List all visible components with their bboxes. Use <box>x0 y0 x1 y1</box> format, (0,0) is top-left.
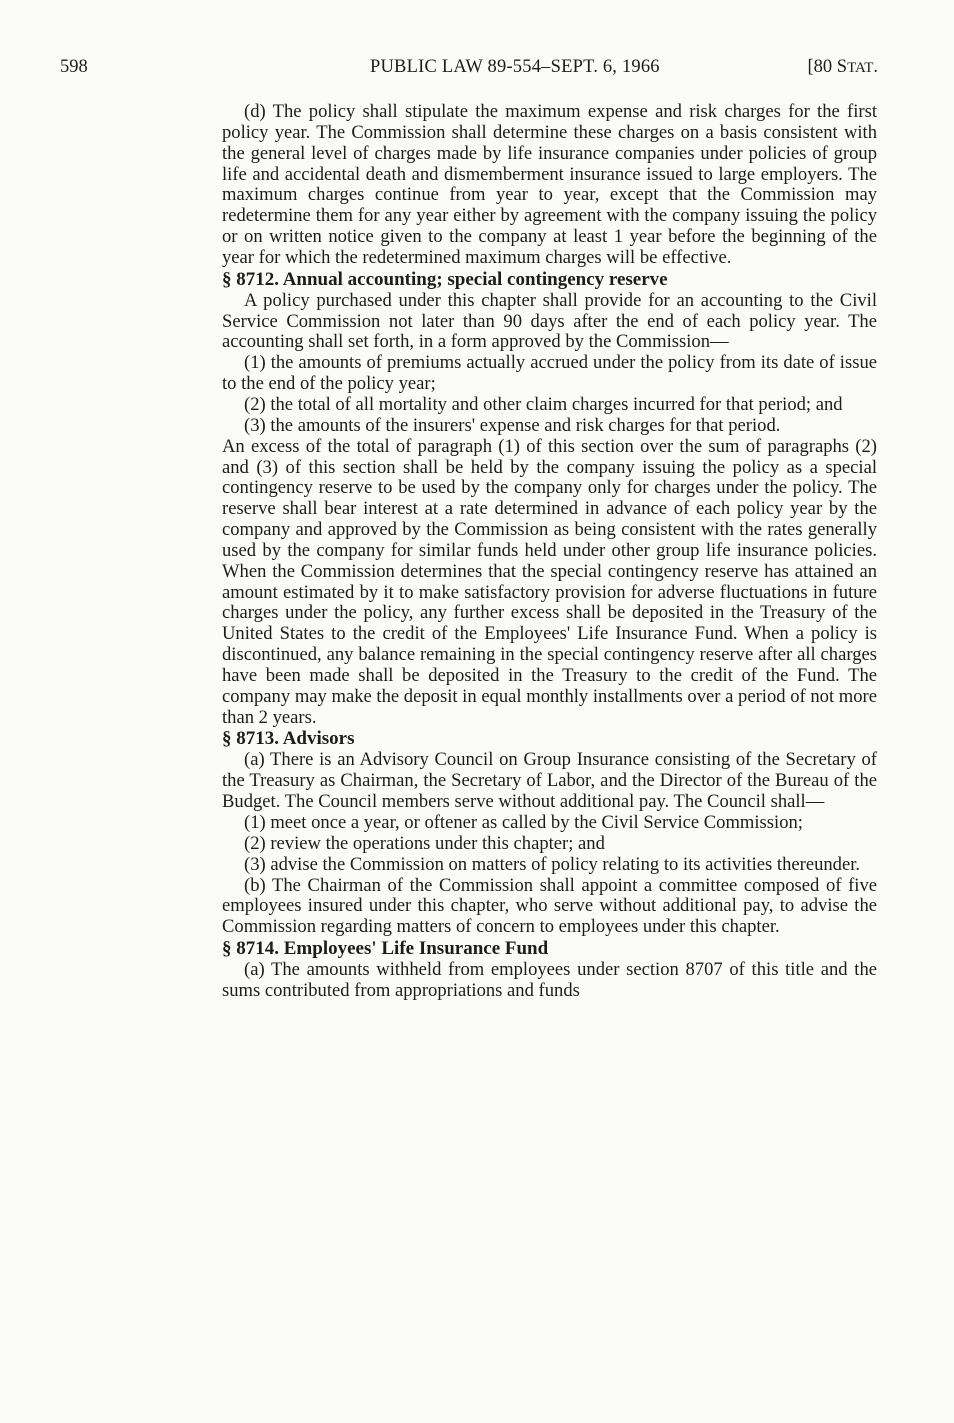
paragraph: (a) The amounts withheld from employees under section 8707 of this title and the sums contributed from appropriations and funds <box>222 959 877 1001</box>
section-heading: § 8712. Annual accounting; special contingency reserve <box>222 268 668 290</box>
paragraph: (a) There is an Advisory Council on Group Insurance consisting of the Secretary of the Treasury as Chairman, the Secretary of Labor, and the Director of the Bureau of the Budget. The Council members serve without additional pay. The Council shall— <box>222 749 877 813</box>
paragraph: (d) The policy shall stipulate the maximum expense and risk charges for the first policy year. The Commission shall determine these charges on a basis consistent with the general level of charges made by life insurance companies under policies of group life and accidental death and dismemberment insurance issued to large employers. The maximum charges continue from year to year, except that the Commission may redetermine them for any year either by agreement with the company issuing the policy or on written notice given to the company at least 1 year before the beginning of the year for which the redetermined maximum charges will be effective. <box>222 101 877 268</box>
list-item: (2) review the operations under this chapter; and <box>244 832 605 854</box>
list-item: (3) advise the Commission on matters of policy relating to its activities thereunder. <box>244 853 861 875</box>
document-body <box>222 102 877 1002</box>
section-heading: § 8713. Advisors <box>222 728 355 750</box>
section-heading: § 8714. Employees' Life Insurance Fund <box>222 938 549 960</box>
list-item: (2) the total of all mortality and other claim charges incurred for that period; and <box>244 393 843 415</box>
paragraph: A policy purchased under this chapter shall provide for an accounting to the Civil Service Commission not later than 90 days after the end of each policy year. The accounting shall set forth, in a form approved by the Commission— <box>222 289 877 353</box>
list-item: (3) the amounts of the insurers' expense and risk charges for that period. <box>244 414 781 436</box>
page-number: 598 <box>60 57 88 77</box>
statute-citation: [80 STAT. <box>807 57 878 77</box>
list-item: (1) meet once a year, or oftener as called by the Civil Service Commission; <box>244 812 803 833</box>
list-item: (1) the amounts of premiums actually accrued under the policy from its date of issue to the end of the policy year; <box>222 352 877 395</box>
running-title: PUBLIC LAW 89-554–SEPT. 6, 1966 <box>370 57 660 77</box>
running-header <box>60 57 878 85</box>
paragraph: (b) The Chairman of the Commission shall appoint a committee composed of five employees insured under this chapter, who serve without additional pay, to advise the Commission regarding matters of concern to employees under this chapter. <box>222 874 877 938</box>
paragraph: An excess of the total of paragraph (1) of this section over the sum of paragraphs (2) and (3) of this section shall be held by the company issuing the policy as a special contingency reserve to be used by the company only for charges under the policy. The reserve shall bear interest at a rate determined in advance of each policy year by the company and approved by the Commission as being consistent with the rates generally used by the company for similar funds held under other group life insurance policies. When the Commission determines that the special contingency reserve has attained an amount estimated by it to make satisfactory provision for adverse fluctuations in future charges under the policy, any further excess shall be deposited in the Treasury of the United States to the credit of the Employees' Life Insurance Fund. When a policy is discontinued, any balance remaining in the special contingency reserve after all charges have been made shall be deposited in the Treasury to the credit of the Fund. The company may make the deposit in equal monthly installments over a period of not more than 2 years. <box>222 435 877 728</box>
